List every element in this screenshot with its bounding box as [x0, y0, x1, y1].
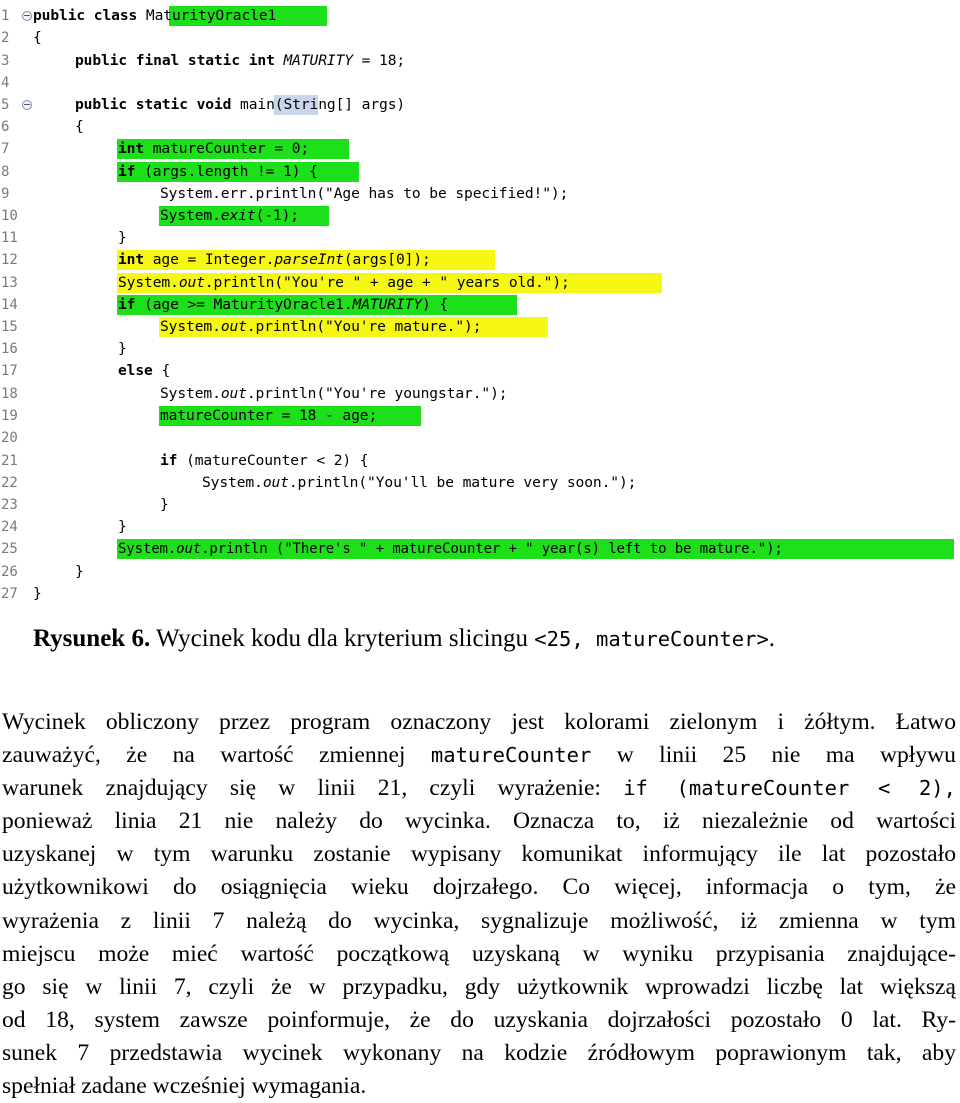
code-line [0, 360, 960, 382]
code-text: System.out.println("You're " + age + " years old."); [118, 274, 570, 291]
code-text: System.out.println ("There's " + matureCounter + " year(s) left to be mature."); [118, 541, 783, 557]
paragraph-line: zauważyć, że na wartość zmiennej matureCounter w linii 25 nie ma wpływu [2, 742, 956, 769]
line-number: 10 [1, 208, 18, 224]
code-line [0, 50, 960, 72]
code-line [0, 116, 960, 138]
caption-code: <25, matureCounter> [534, 627, 769, 651]
code-text: matureCounter = 18 - age; [160, 407, 378, 424]
line-number: 9 [1, 186, 10, 202]
line-number: 11 [1, 230, 18, 246]
paragraph-line: wyrażenia z linii 7 należą do wycinka, sygnalizuje możliwość, iż zmienna w tym [2, 907, 956, 934]
code-line [0, 5, 960, 27]
code-line [0, 138, 960, 160]
line-number: 4 [1, 75, 10, 91]
line-number: 19 [1, 408, 18, 424]
paragraph-line: Wycinek obliczony przez program oznaczony jest kolorami zielonym i żółtym. Łatwo [2, 709, 956, 735]
figure-caption [33, 622, 933, 656]
code-line [0, 316, 960, 338]
paragraph-line: użytkownikowi do osiągnięcia wieku dojrzałego. Co więcej, informacja o tym, że [2, 874, 956, 901]
code-line [0, 427, 960, 449]
line-number: 12 [1, 252, 18, 268]
line-number: 18 [1, 386, 18, 402]
code-text: { [75, 118, 84, 135]
line-number: 27 [1, 586, 18, 602]
paragraph-line: go się w linii 7, czyli że w przypadku, gdy użytkownik wprowadzi liczbę lat większą [2, 973, 956, 1000]
line-number: 24 [1, 519, 18, 535]
code-text: public final static int MATURITY = 18; [75, 52, 406, 69]
paragraph-line: uzyskanej w tym warunku zostanie wypisany komunikat informujący ile lat pozostało [2, 841, 956, 868]
code-text: } [118, 518, 127, 535]
code-line [0, 227, 960, 249]
line-number: 20 [1, 430, 18, 446]
line-number: 8 [1, 164, 10, 180]
caption-end: . [768, 625, 776, 652]
line-number: 17 [1, 363, 18, 379]
code-text: System.out.println("You'll be mature very soon."); [202, 474, 637, 491]
code-text: } [33, 585, 42, 602]
code-line [0, 472, 960, 494]
paragraph-line: od 18, system zawsze poinformuje, że do uzyskania dojrzałości pozostało 0 lat. Ry- [2, 1006, 956, 1033]
code-text: } [160, 496, 169, 513]
fold-collapse-icon[interactable] [22, 100, 32, 110]
code-line [0, 294, 960, 316]
code-line [0, 272, 960, 294]
code-text: System.err.println("Age has to be specified!"); [160, 185, 569, 202]
code-text: int matureCounter = 0; [118, 140, 310, 157]
code-line [0, 405, 960, 427]
code-line [0, 94, 960, 116]
code-line [0, 538, 960, 560]
paragraph-line: spełniał zadane wcześniej wymagania. [2, 1073, 367, 1100]
line-number: 25 [1, 541, 18, 557]
line-number: 7 [1, 141, 10, 157]
code-text: } [75, 563, 84, 580]
line-number: 2 [1, 30, 10, 46]
paragraph-line: ponieważ linia 21 nie należy do wycinka. Oznacza to, iż niezależnie od wartości [2, 808, 956, 835]
code-text: System.exit(-1); [160, 207, 299, 224]
code-text: else { [118, 362, 171, 379]
code-text: } [118, 229, 127, 246]
line-number: 6 [1, 119, 10, 135]
code-line [0, 583, 960, 605]
code-line [0, 338, 960, 360]
line-number: 3 [1, 53, 10, 69]
line-number: 5 [1, 97, 10, 113]
line-number: 13 [1, 275, 18, 291]
code-line [0, 72, 960, 94]
fold-collapse-icon[interactable] [22, 11, 32, 21]
code-text: } [118, 340, 127, 357]
code-text: public static void main(String[] args) [75, 96, 406, 113]
code-text: if (age >= MaturityOracle1.MATURITY) { [118, 296, 449, 313]
line-number: 26 [1, 564, 18, 580]
code-text: System.out.println("You're youngstar."); [160, 385, 508, 402]
body-paragraph [2, 706, 956, 1103]
line-number: 21 [1, 453, 18, 469]
line-number: 14 [1, 297, 18, 313]
code-line [0, 561, 960, 583]
code-line [0, 27, 960, 49]
caption-label: Rysunek 6. [33, 625, 151, 652]
code-text: int age = Integer.parseInt(args[0]); [118, 251, 431, 268]
line-number: 15 [1, 319, 18, 335]
caption-text: Wycinek kodu dla kryterium slicingu [150, 625, 535, 652]
code-line [0, 383, 960, 405]
inline-code: matureCounter [430, 743, 592, 768]
line-number: 22 [1, 475, 18, 491]
inline-code: if (matureCounter < 2), [623, 776, 956, 801]
code-text: { [33, 29, 42, 46]
code-text: System.out.println("You're mature."); [160, 318, 482, 335]
code-line [0, 161, 960, 183]
code-line [0, 494, 960, 516]
code-text: if (args.length != 1) { [118, 163, 318, 180]
code-text: if (matureCounter < 2) { [160, 452, 369, 469]
paragraph-line: warunek znajdujący się w linii 21, czyli wyrażenie: if (matureCounter < 2), [2, 775, 956, 802]
paragraph-line: sunek 7 przedstawia wycinek wykonany na kodzie źródłowym poprawionym tak, aby [2, 1039, 956, 1066]
line-number: 23 [1, 497, 18, 513]
code-line [0, 249, 960, 271]
line-number: 16 [1, 341, 18, 357]
code-line [0, 183, 960, 205]
code-line [0, 205, 960, 227]
code-line [0, 450, 960, 472]
line-number: 1 [1, 8, 10, 24]
code-text: public class MaturityOracle1 [33, 7, 277, 24]
code-line [0, 516, 960, 538]
paragraph-line: miejscu może mieć wartość początkową uzyskaną w wyniku przypisania znajdujące- [2, 940, 956, 967]
